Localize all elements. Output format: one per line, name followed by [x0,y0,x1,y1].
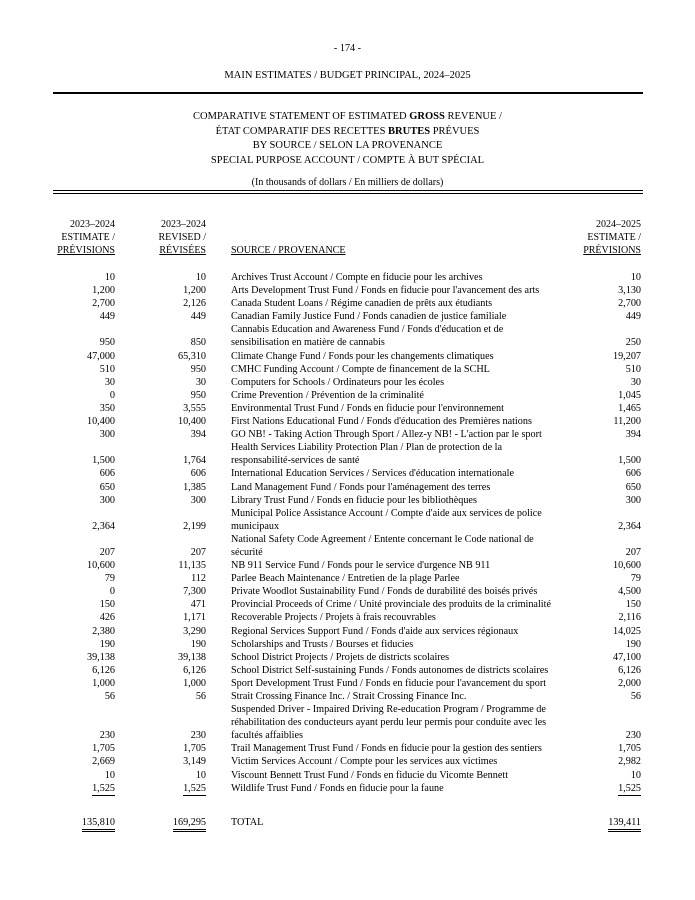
estimate-2024-cell: 300 [625,494,641,506]
estimate-2024-cell: 250 [625,337,641,349]
title-line-2-pre: ÉTAT COMPARATIF DES RECETTES [215,125,389,137]
estimate-2024-cell: 394 [625,429,641,441]
table-row [0,651,695,664]
revised-2023-cell: 1,764 [183,455,206,467]
revised-2023-cell: 3,149 [183,756,206,768]
table-row [0,323,695,349]
table-row [0,638,695,651]
estimate-2024-cell: 150 [625,599,641,611]
revised-2023-cell: 190 [190,638,206,650]
table-row [0,402,695,415]
estimate-2024-cell: 207 [625,546,641,558]
column-header-revised-2023 [140,218,206,257]
revised-2023-cell: 1,200 [183,285,206,297]
total-estimate-2024: 139,411 [575,816,641,829]
estimate-2024-cell: 1,525 [618,782,641,794]
estimate-2023-cell: 950 [99,337,115,349]
estimate-2023-cell: 190 [99,638,115,650]
source-cell: School District Projects / Projets de districts scolaires [231,651,450,663]
table-row [0,533,695,559]
title-line-2-bold: BRUTES [388,125,431,137]
column-header-label: ESTIMATE / [61,232,115,243]
source-cell: Suspended Driver - Impaired Driving Re-education Program / Programme de réhabilitation des conducteurs ayant perdu leur permis pour conduite avec les facultés affaiblies [231,704,547,742]
estimate-2024-cell: 3,130 [618,285,641,297]
table-row [0,677,695,690]
table-row [0,415,695,428]
column-header-label-fr: PRÉVISIONS [583,245,641,256]
estimate-2023-cell: 150 [99,599,115,611]
column-header-label-fr: RÉVISÉES [159,245,206,256]
revised-2023-cell: 1,171 [183,612,206,624]
source-cell: NB 911 Service Fund / Fonds pour le service d'urgence NB 911 [231,560,491,572]
source-cell: Climate Change Fund / Fonds pour les changements climatiques [231,350,494,362]
total-label: TOTAL [231,817,264,828]
estimate-2024-cell: 30 [630,376,641,388]
estimate-2023-cell: 10 [104,272,115,283]
total-estimate-2023: 135,810 [53,816,115,829]
estimate-2024-cell: 510 [625,363,641,375]
estimate-2023-cell: 2,380 [92,625,115,637]
revised-2023-cell: 30 [195,376,206,388]
table-row [0,585,695,598]
source-cell: Arts Development Trust Fund / Fonds en fiducie pour l'avancement des arts [231,285,540,297]
revised-2023-cell: 65,310 [177,350,206,362]
revised-2023-cell: 2,126 [183,298,206,310]
table-row [0,428,695,441]
revised-2023-cell: 230 [190,730,206,742]
revised-2023-cell: 6,126 [183,664,206,676]
column-header-year: 2023–2024 [70,219,115,230]
estimate-2023-cell: 30 [104,376,115,388]
estimate-2024-cell: 6,126 [618,664,641,676]
estimate-2024-cell: 11,200 [613,416,641,428]
total-row [0,816,695,829]
revised-2023-cell: 7,300 [183,586,206,598]
table-row [0,481,695,494]
estimate-2023-cell: 0 [109,389,115,401]
estimate-2023-cell: 10,400 [86,416,115,428]
source-cell: Victim Services Account / Compte pour les services aux victimes [231,756,498,768]
estimate-2024-cell: 1,045 [618,389,641,401]
estimate-2023-cell: 1,000 [92,677,115,689]
revised-2023-cell: 1,525 [183,782,206,794]
revised-2023-cell: 1,385 [183,481,206,493]
estimate-2023-cell: 1,525 [92,782,115,794]
source-cell: National Safety Code Agreement / Entente concernant le Code national de sécurité [231,533,534,558]
source-cell: Scholarships and Trusts / Bourses et fiducies [231,638,414,650]
estimate-2023-cell: 1,705 [92,743,115,755]
title-line-4: SPECIAL PURPOSE ACCOUNT / COMPTE À BUT SPÉCIAL [210,154,485,166]
estimate-2024-cell: 650 [625,481,641,493]
source-cell: Crime Prevention / Prévention de la criminalité [231,389,424,401]
estimate-2023-cell: 10,600 [86,560,115,572]
table-row [0,494,695,507]
estimate-2023-cell: 426 [99,612,115,624]
source-cell: First Nations Educational Fund / Fonds d'éducation des Premières nations [231,416,532,428]
revised-2023-cell: 300 [190,494,206,506]
revised-2023-cell: 2,199 [183,520,206,532]
estimate-2024-cell: 449 [625,311,641,323]
revised-2023-cell: 471 [190,599,206,611]
estimate-2024-cell: 47,100 [612,651,641,663]
revised-2023-cell: 850 [190,337,206,349]
estimate-2023-cell: 2,700 [92,298,115,310]
estimate-2024-cell: 606 [625,468,641,480]
estimate-2023-cell: 650 [99,481,115,493]
revised-2023-cell: 1,705 [183,743,206,755]
estimate-2024-cell: 1,465 [618,402,641,414]
table-row [0,507,695,533]
estimate-2023-cell: 79 [104,573,115,585]
estimate-2023-cell: 207 [99,546,115,558]
source-cell: Parlee Beach Maintenance / Entretien de la plage Parlee [231,573,460,585]
estimate-2024-cell: 230 [625,730,641,742]
total-revised-2023: 169,295 [140,816,206,829]
title-line-1 [0,110,695,125]
revised-2023-cell: 3,290 [183,625,206,637]
estimate-2023-cell: 0 [109,586,115,598]
source-cell: International Education Services / Services d'éducation internationale [231,468,515,480]
source-cell: School District Self-sustaining Funds / Fonds autonomes de districts scolaires [231,664,549,676]
source-cell: Municipal Police Assistance Account / Compte d'aide aux services de police municipaux [231,507,542,532]
source-cell: Canadian Family Justice Fund / Fonds canadien de justice familiale [231,311,507,323]
column-header-label: ESTIMATE / [587,232,641,243]
source-cell: Canada Student Loans / Régime canadien de prêts aux étudiants [231,298,493,310]
estimate-2024-cell: 4,500 [618,586,641,598]
double-rule [53,190,643,194]
estimate-2023-cell: 1,500 [92,455,115,467]
title-line-3: BY SOURCE / SELON LA PROVENANCE [252,140,443,151]
table-row [0,769,695,782]
source-cell: Viscount Bennett Trust Fund / Fonds en fiducie du Vicomte Bennett [231,769,509,781]
table-row [0,742,695,755]
revised-2023-cell: 56 [195,691,206,702]
estimate-2024-cell: 14,025 [612,625,641,637]
estimate-2024-cell: 10 [630,272,641,283]
revised-2023-cell: 449 [190,311,206,323]
table-row [0,389,695,402]
table-row [0,271,695,284]
estimate-2023-cell: 510 [99,363,115,375]
column-header-estimate-2023 [53,218,115,257]
statement-title [0,110,695,168]
column-header-year: 2024–2025 [596,219,641,230]
revised-2023-cell: 39,138 [177,651,206,663]
revised-2023-cell: 10 [195,769,206,781]
table-row [0,284,695,297]
source-cell: Library Trust Fund / Fonds en fiducie pour les bibliothèques [231,494,477,506]
revised-2023-cell: 11,135 [178,560,206,572]
column-header-year: 2023–2024 [161,219,206,230]
estimate-2024-cell: 2,700 [618,298,641,310]
estimate-2023-cell: 6,126 [92,664,115,676]
table-row [0,755,695,768]
revised-2023-cell: 10 [195,272,206,283]
source-cell: Land Management Fund / Fonds pour l'aménagement des terres [231,481,491,493]
revised-2023-cell: 950 [190,363,206,375]
estimate-2024-cell: 10 [630,769,641,781]
table-row [0,467,695,480]
header-rule [53,92,643,94]
source-cell: Wildlife Trust Fund / Fonds en fiducie pour la faune [231,782,444,794]
revised-2023-cell: 10,400 [177,416,206,428]
estimate-2024-cell: 190 [625,638,641,650]
running-head: MAIN ESTIMATES / BUDGET PRINCIPAL, 2024–2025 [224,70,471,81]
title-line-1-post: REVENUE / [444,111,502,122]
table-row [0,611,695,624]
table-row [0,559,695,572]
estimate-2024-cell: 2,116 [618,612,641,624]
revised-2023-cell: 207 [190,546,206,558]
estimate-2024-cell: 79 [630,573,641,585]
estimate-2023-cell: 47,000 [86,350,115,362]
table-row [0,690,695,703]
estimate-2023-cell: 300 [99,429,115,441]
estimate-2024-cell: 56 [630,691,641,702]
column-header-estimate-2024 [575,218,641,257]
table-row [0,350,695,363]
source-cell: CMHC Funding Account / Compte de financement de la SCHL [231,363,490,375]
table-row [0,363,695,376]
column-header-label-fr: PRÉVISIONS [57,245,115,256]
revised-2023-cell: 950 [190,389,206,401]
title-line-1-bold: GROSS [409,111,445,122]
estimate-2024-cell: 2,364 [618,520,641,532]
page-number: - 174 - [333,43,362,54]
revised-2023-cell: 606 [190,468,206,480]
table-row [0,441,695,467]
source-cell: Private Woodlot Sustainability Fund / Fonds de durabilité des boisés privés [231,586,538,598]
estimate-2024-cell: 1,500 [618,455,641,467]
estimate-2023-cell: 10 [104,769,115,781]
title-line-2-post: PRÉVUES [430,125,480,137]
estimate-2024-cell: 2,000 [618,677,641,689]
source-cell: Health Services Liability Protection Plan / Plan de protection de la responsabilité-services de santé [231,442,503,467]
revised-2023-cell: 1,000 [183,677,206,689]
estimate-2024-cell: 2,982 [618,756,641,768]
estimate-2024-cell: 10,600 [612,560,641,572]
source-cell: GO NB! - Taking Action Through Sport / Allez-y NB! - L'action par le sport [231,429,542,441]
source-cell: Regional Services Support Fund / Fonds d'aide aux services régionaux [231,625,519,637]
table-row [0,625,695,638]
units-note: (In thousands of dollars / En milliers de dollars) [251,177,444,188]
revenue-table [0,271,695,795]
column-header-source-label: SOURCE / PROVENANCE [231,245,346,256]
estimate-2023-cell: 606 [99,468,115,480]
estimate-2023-cell: 2,669 [92,756,115,768]
table-row [0,297,695,310]
source-cell: Environmental Trust Fund / Fonds en fiducie pour l'environnement [231,402,504,414]
source-cell: Cannabis Education and Awareness Fund / Fonds d'éducation et de sensibilisation en matière de cannabis [231,324,504,349]
estimate-2023-cell: 350 [99,402,115,414]
column-header-source [231,244,345,257]
estimate-2023-cell: 300 [99,494,115,506]
revised-2023-cell: 112 [191,573,206,585]
source-cell: Strait Crossing Finance Inc. / Strait Crossing Finance Inc. [231,691,467,702]
estimate-2024-cell: 1,705 [618,743,641,755]
table-row [0,598,695,611]
column-header-label: REVISED / [158,232,206,243]
table-row [0,572,695,585]
title-line-1-pre: COMPARATIVE STATEMENT OF ESTIMATED [193,111,410,122]
source-cell: Recoverable Projects / Projets à frais recouvrables [231,612,436,624]
source-cell: Provincial Proceeds of Crime / Unité provinciale des produits de la criminalité [231,599,551,611]
estimate-2023-cell: 56 [104,691,115,702]
estimate-2024-cell: 19,207 [612,350,641,362]
table-row [0,703,695,742]
table-row [0,310,695,323]
revised-2023-cell: 3,555 [183,402,206,414]
source-cell: Sport Development Trust Fund / Fonds en fiducie pour l'avancement du sport [231,677,547,689]
source-cell: Archives Trust Account / Compte en fiducie pour les archives [231,272,483,283]
estimate-2023-cell: 2,364 [92,520,115,532]
estimate-2023-cell: 449 [99,311,115,323]
revised-2023-cell: 394 [190,429,206,441]
estimate-2023-cell: 1,200 [92,285,115,297]
estimate-2023-cell: 230 [99,730,115,742]
table-row [0,376,695,389]
estimate-2023-cell: 39,138 [86,651,115,663]
table-row [0,782,695,795]
source-cell: Computers for Schools / Ordinateurs pour les écoles [231,376,445,388]
source-cell: Trail Management Trust Fund / Fonds en fiducie pour la gestion des sentiers [231,743,542,755]
title-line-2 [0,125,695,140]
table-row [0,664,695,677]
